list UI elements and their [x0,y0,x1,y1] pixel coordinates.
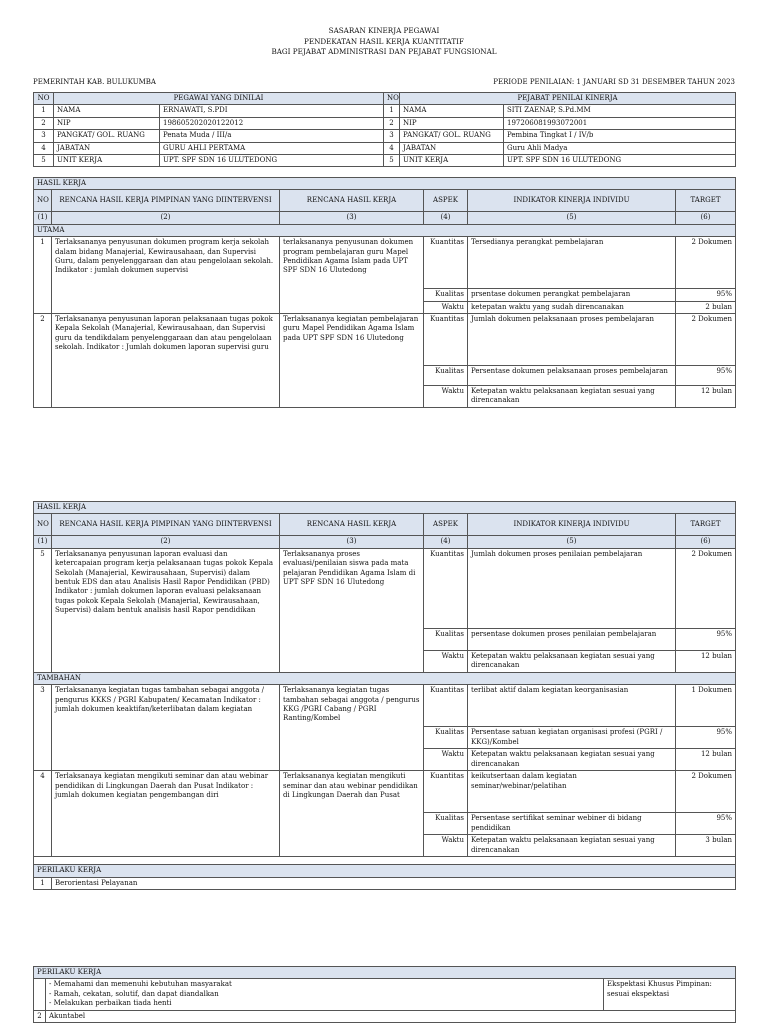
table-row: 2 Terlaksananya penyusunan laporan pelaksanaan tugas pokok Kepala Sekolah (Manajerial, Kewirausahaan, dan Supervisi guru da tendikdalam penyelenggaraan dan atau pengelolaan sekolah. Indikator : Jumlah dokumen laporan supervisi guru Terlaksananya kegiatan pembelajaran guru Mapel Pendidikan Agama Islam pada UPT SPF SDN 16 Ulutedong Kuantitas Jumlah dokumen pelaksanaan proses pembelajaran 2 Dokumen [34,314,736,366]
pegawai-jabatan: GURU AHLI PERTAMA [160,142,384,154]
section-utama: UTAMA [34,224,736,236]
penilai-pangkat: Pembina Tingkat I / IV/b [504,130,736,142]
table-row [34,979,736,1010]
identity-row: 1 NAMA ERNAWATI, S.PDI 1 NAMA SITI ZAENAP, S.Pd.MM [34,105,736,117]
col-indikator: INDIKATOR KINERJA INDIVIDU [468,190,676,212]
hasil-kerja-table: HASIL KERJA NO RENCANA HASIL KERJA PIMPINAN YANG DIINTERVENSI RENCANA HASIL KERJA ASPEK INDIKATOR KINERJA INDIVIDU TARGET (1) (2) (3) (4) (5) (6) UTAMA 1 Terlaksananya penyusunan dokumen program kerja sekolah dalam bidang Manajerial, Kewirausahaan, dan Supervisi Guru, dalam penyelenggaraan dan atau pengelolaan sekolah. Indikator : jumlah dokumen supervisi terlaksananya penyusunan dokumen program pembelajaran guru Mapel Pendidikan Agama Islam pada UPT SPF SDN 16 Ulutedong Kuantitas Tersedianya perangkat pembelajaran 2 Dokumen Kualitas prsentase dokumen perangkat pembelajaran 95% Waktu ketepatan waktu yang sudah direncanakan 2 bulan 2 Terlaksananya penyusunan laporan pelaksanaan tugas pokok Kepala Sekolah (Manajerial, Kewirausahaan, dan Supervisi guru da tendikdalam penyelenggaraan dan atau pengelolaan sekolah. Indikator : Jumlah dokumen laporan supervisi guru Terlaksananya kegiatan pembelajaran guru Mapel Pendidikan Agama Islam pada UPT SPF SDN 16 Ulutedong Kuantitas Jumlah dokumen pelaksanaan proses pembelajaran 2 Dokumen Kualitas Persentase dokumen pelaksanaan proses pembelajaran 95% Waktu Ketepatan waktu pelaksanaan kegiatan sesuai yang direncanakan 12 bulan [33,177,736,408]
table-row: Kualitas Persentase sertifikat seminar webiner di bidang pendidikan 95% [34,813,736,835]
identity-table [33,92,736,167]
section-hasil-kerja: HASIL KERJA [34,178,736,190]
section-tambahan: TAMBAHAN [34,672,736,684]
pegawai-pangkat: Penata Muda / III/a [160,130,384,142]
col-target: TARGET [676,514,736,536]
table-row: 3 Terlaksananya kegiatan tugas tambahan sebagai anggota / pengurus KKKS / PGRI Kabupaten/ Kecamatan Indikator : jumlah dokumen keaktifan/keterlibatan dalam kegiatan Terlaksananya kegiatan tugas tambahan sebagai anggota / pengurus KKG /PGRI Cabang / PGRI Ranting/Kombel Kuantitas terlibat aktif dalam kegiatan keorganisasian 1 Dokumen [34,685,736,727]
perilaku-bullets: - Memahami dan memenuhi kebutuhan masyarakat - Ramah, cekatan, solutif, dan dapat diandalkan - Melakukan perbaikan tiada henti [46,979,604,1010]
col-target: TARGET [676,190,736,212]
identity-row: 3 PANGKAT/ GOL. RUANG Penata Muda / III/a 3 PANGKAT/ GOL. RUANG Pembina Tingkat I / IV/b [34,130,736,142]
col-aspek: ASPEK [424,514,468,536]
header-title: SASARAN KINERJA PEGAWAI [328,26,440,35]
col-rencana-pimpinan: RENCANA HASIL KERJA PIMPINAN YANG DIINTERVENSI [52,514,280,536]
institution-label: PEMERINTAH KAB. BULUKUMBA [33,78,156,86]
pegawai-nama: ERNAWATI, S.PDI [160,105,384,117]
table-row: Kualitas Persentase dokumen pelaksanaan proses pembelajaran 95% [34,366,736,386]
identity-row: 5 UNIT KERJA UPT. SPF SDN 16 ULUTEDONG 5 UNIT KERJA UPT. SPF SDN 16 ULUTEDONG [34,155,736,167]
perilaku-kerja-table [33,966,736,1023]
col-indikator: INDIKATOR KINERJA INDIVIDU [468,514,676,536]
document-header [0,26,768,58]
section-perilaku-kerja: PERILAKU KERJA [34,865,736,877]
col-rencana: RENCANA HASIL KERJA [280,190,424,212]
table-row: Kualitas persentase dokumen proses penilaian pembelajaran 95% [34,628,736,650]
col-pegawai: PEGAWAI YANG DINILAI [54,93,384,105]
col-no: NO [384,93,400,105]
table-row: 2 Akuntabel [34,1010,736,1022]
table-row: Waktu Ketepatan waktu pelaksanaan kegiatan sesuai yang direncanakan 3 bulan [34,835,736,857]
table-row: 4 Terlaksanaya kegiatan mengikuti seminar dan atau webinar pendidikan di Lingkungan Daerah dan Pusat Indikator : jumlah dokumen kegiatan pengembangan diri Terlaksananya kegiatan mengikuti seminar dan atau webinar pendidikan di Lingkungan Daerah dan Pusat Kuantitas keikutsertaan dalam kegiatan seminar/webinar/pelatihan 2 Dokumen [34,771,736,813]
col-rencana: RENCANA HASIL KERJA [280,514,424,536]
table-row: 1 Terlaksananya penyusunan dokumen program kerja sekolah dalam bidang Manajerial, Kewirausahaan, dan Supervisi Guru, dalam penyelenggaraan dan atau pengelolaan sekolah. Indikator : jumlah dokumen supervisi terlaksananya penyusunan dokumen program pembelajaran guru Mapel Pendidikan Agama Islam pada UPT SPF SDN 16 Ulutedong Kuantitas Tersedianya perangkat pembelajaran 2 Dokumen [34,237,736,289]
table-row: Waktu Ketepatan waktu pelaksanaan kegiatan sesuai yang direncanakan 12 bulan [34,650,736,672]
ekspektasi-khusus: Ekspektasi Khusus Pimpinan: sesuai ekspektasi [604,979,736,1010]
pegawai-nip: 198605202020122012 [160,117,384,129]
identity-row: 4 JABATAN GURU AHLI PERTAMA 4 JABATAN Guru Ahli Madya [34,142,736,154]
col-penilai: PEJABAT PENILAI KINERJA [400,93,736,105]
table-row: Waktu ketepatan waktu yang sudah direncanakan 2 bulan [34,301,736,313]
section-hasil-kerja: HASIL KERJA [34,502,736,514]
col-rencana-pimpinan: RENCANA HASIL KERJA PIMPINAN YANG DIINTERVENSI [52,190,280,212]
table-row: Kualitas Persentase satuan kegiatan organisasi profesi (PGRI / KKG)/Kombel 95% [34,727,736,749]
identity-row: 2 NIP 198605202020122012 2 NIP 197206081993072001 [34,117,736,129]
penilai-nama: SITI ZAENAP, S.Pd.MM [504,105,736,117]
hasil-kerja-table-page2: HASIL KERJA NO RENCANA HASIL KERJA PIMPINAN YANG DIINTERVENSI RENCANA HASIL KERJA ASPEK INDIKATOR KINERJA INDIVIDU TARGET (1) (2) (3) (4) (5) (6) 5 Terlaksananya penyusunan laporan evaluasi dan ketercapaian program kerja pelaksanaan tugas pokok Kepala Sekolah (Manajerial, Kewirausahaan, Supervisi) dalam bentuk EDS dan atau Analisis Hasil Rapor Pendidikan (PBD) Indikator : jumlah dokumen laporan evaluasi pelaksanaan tugas pokok Kepala Sekolah (Manajerial, Kewirausahaan, Supervisi) dalam bentuk analisis hasil Rapor pendidikan Terlaksananya proses evaluasi/penilaian siswa pada mata pelajaran Pendidikan Agama Islam di UPT SPF SDN 16 Ulutedong Kuantitas Jumlah dokumen proses penilaian pembelajaran 2 Dokumen Kualitas persentase dokumen proses penilaian pembelajaran 95% Waktu Ketepatan waktu pelaksanaan kegiatan sesuai yang direncanakan 12 bulan TAMBAHAN 3 Terlaksananya kegiatan tugas tambahan sebagai anggota / pengurus KKKS / PGRI Kabupaten/ Kecamatan Indikator : jumlah dokumen keaktifan/keterlibatan dalam kegiatan Terlaksananya kegiatan tugas tambahan sebagai anggota / pengurus KKG /PGRI Cabang / PGRI Ranting/Kombel Kuantitas terlibat aktif dalam kegiatan keorganisasian 1 Dokumen Kualitas Persentase satuan kegiatan organisasi profesi (PGRI / KKG)/Kombel 95% Waktu Ketepatan waktu pelaksanaan kegiatan sesuai yang direncanakan 12 bulan 4 Terlaksanaya kegiatan mengikuti seminar dan atau webinar pendidikan di Lingkungan Daerah dan Pusat Indikator : jumlah dokumen kegiatan pengembangan diri Terlaksananya kegiatan mengikuti seminar dan atau webinar pendidikan di Lingkungan Daerah dan Pusat Kuantitas keikutsertaan dalam kegiatan seminar/webinar/pelatihan 2 Dokumen Kualitas Persentase sertifikat seminar webiner di bidang pendidikan 95% Waktu Ketepatan waktu pelaksanaan kegiatan sesuai yang direncanakan 3 bulan PERILAKU KERJA 1 Berorientasi Pelayanan [33,501,736,890]
table-row: 5 Terlaksananya penyusunan laporan evaluasi dan ketercapaian program kerja pelaksanaan tugas pokok Kepala Sekolah (Manajerial, Kewirausahaan, Supervisi) dalam bentuk EDS dan atau Analisis Hasil Rapor Pendidikan (PBD) Indikator : jumlah dokumen laporan evaluasi pelaksanaan tugas pokok Kepala Sekolah (Manajerial, Kewirausahaan, Supervisi) dalam bentuk analisis hasil Rapor pendidikan Terlaksananya proses evaluasi/penilaian siswa pada mata pelajaran Pendidikan Agama Islam di UPT SPF SDN 16 Ulutedong Kuantitas Jumlah dokumen proses penilaian pembelajaran 2 Dokumen [34,548,736,628]
table-row: Waktu Ketepatan waktu pelaksanaan kegiatan sesuai yang direncanakan 12 bulan [34,749,736,771]
period-label: PERIODE PENILAIAN: 1 JANUARI SD 31 DESEMBER TAHUN 2023 [493,78,735,86]
pegawai-unit: UPT. SPF SDN 16 ULUTEDONG [160,155,384,167]
table-row: Kualitas prsentase dokumen perangkat pembelajaran 95% [34,289,736,301]
col-aspek: ASPEK [424,190,468,212]
col-no: NO [34,93,54,105]
header-subtitle-2: BAGI PEJABAT ADMINISTRASI DAN PEJABAT FUNGSIONAL [271,47,497,56]
penilai-jabatan: Guru Ahli Madya [504,142,736,154]
table-row: Waktu Ketepatan waktu pelaksanaan kegiatan sesuai yang direncanakan 12 bulan [34,386,736,408]
penilai-unit: UPT. SPF SDN 16 ULUTEDONG [504,155,736,167]
section-perilaku-kerja: PERILAKU KERJA [34,967,736,979]
header-subtitle: PENDEKATAN HASIL KERJA KUANTITATIF [304,36,464,46]
table-row: 1 Berorientasi Pelayanan [34,877,736,889]
penilai-nip: 197206081993072001 [504,117,736,129]
